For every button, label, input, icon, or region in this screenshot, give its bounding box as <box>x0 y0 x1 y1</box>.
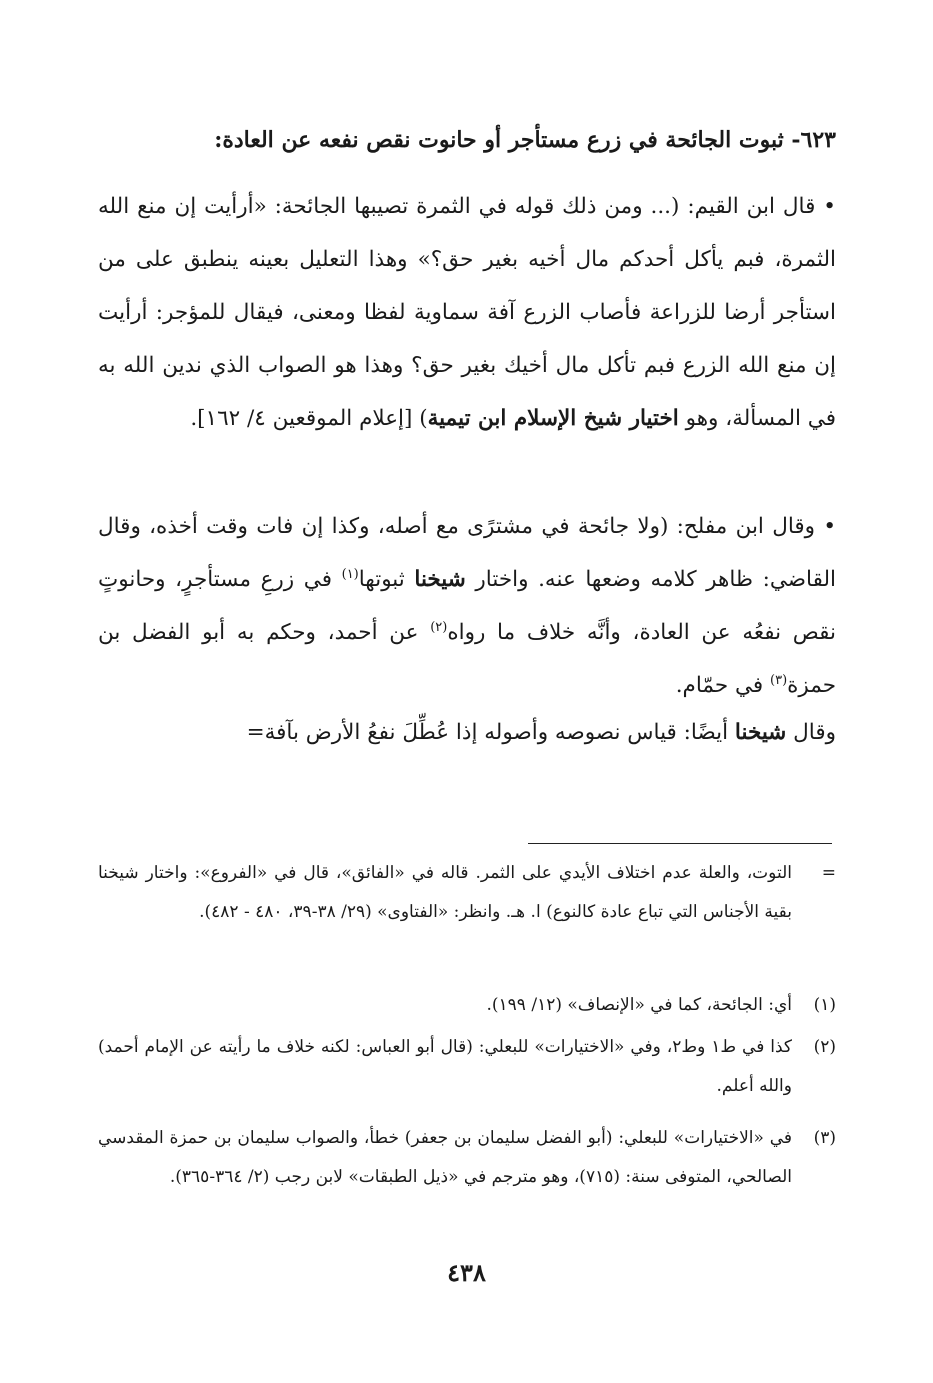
footnote-separator <box>528 843 832 844</box>
page-number: ٤٣٨ <box>447 1258 486 1287</box>
footnote-ref-1[interactable]: (١) <box>341 566 359 582</box>
paragraph-text: في زرعِ مستأجرٍ، وحانوتٍ نقص نفعُه عن العادة، وأنَّه خلاف ما رواه <box>98 567 837 645</box>
footnote-text: أي: الجائحة، كما في «الإنصاف» (١٢/ ١٩٩). <box>486 995 792 1015</box>
footnote-ref-2[interactable]: (٢) <box>430 619 448 635</box>
footnote-continuation <box>98 854 836 932</box>
paragraph-text: أيضًا: قياس نصوصه وأصوله إذا عُطِّلَ نفعُ الأرض بآفة= <box>246 720 735 745</box>
paragraph-text: وقال <box>786 720 836 745</box>
paragraph-ibn-muflih <box>98 500 836 712</box>
paragraph-shaykhuna <box>98 706 836 759</box>
footnote-text: في «الاختيارات» للبعلي: (أبو الفضل سليمان بن جعفر) خطأ، والصواب سليمان بن حمزة المقدسي الصالحي، المتوفى سنة: (٧١٥)، وهو مترجم في «ذيل الطبقات» لابن رجب (٢/ ٣٦٤-٣٦٥). <box>98 1128 792 1187</box>
footnote-text: كذا في ط١ وط٢، وفي «الاختيارات» للبعلي: (قال أبو العباس: لكنه خلاف ما رأيته عن الإمام أحمد) والله أعلم. <box>98 1037 793 1096</box>
footnote-number: (٢) <box>813 1037 836 1057</box>
section-heading: ٦٢٣- ثبوت الجائحة في زرع مستأجر أو حانوت نقص نفعه عن العادة: <box>214 127 836 153</box>
paragraph-text: عن أحمد، وحكم به أبو الفضل بن حمزة <box>98 620 836 698</box>
bold-term: شيخنا <box>734 720 787 745</box>
footnote-text: التوت، والعلة عدم اختلاف الأيدي على الثمر. قاله في «الفائق»، قال في «الفروع»: واختار شيخنا بقية الأجناس التي تباع عادة كالنوع) ا. هـ. وانظر: «الفتاوى» (٢٩/ ٣٨-٣٩، ٤٨٠ - ٤٨٢). <box>98 863 792 922</box>
paragraph-ibn-qayyim <box>98 180 836 445</box>
footnote-number: (١) <box>813 995 836 1015</box>
paragraph-text: • قال ابن القيم: (... ومن ذلك قوله في الثمرة تصيبها الجائحة: «أرأيت إن منع الله الثمرة، فبم يأكل أحدكم مال أخيه بغير حق؟» وهذا التعليل بعينه ينطبق على من استأجر أرضا للزراعة فأصاب الزرع آفة سماوية لفظا ومعنى، فيقال للمؤجر: أرأيت إن منع الله الزرع فبم تأكل مال أخيك بغير حق؟ وهذا هو الصواب الذي ندين الله به في المسألة، وهو <box>98 194 836 431</box>
bold-attribution: اختيار شيخ الإسلام ابن تيمية <box>427 406 679 431</box>
footnote-3 <box>98 1119 836 1197</box>
paragraph-text: في حمّام. <box>675 673 770 698</box>
footnote-1 <box>98 986 836 1025</box>
footnote-2 <box>98 1028 836 1106</box>
paragraph-text: • وقال ابن مفلح: (ولا جائحة في مشترًى مع أصله، وكذا إن فات وقت أخذه، وقال القاضي: ظاهر كلامه وضعها عنه. واختار <box>98 514 837 592</box>
footnote-number: (٣) <box>813 1128 836 1148</box>
citation-text: ) [إعلام الموقعين ٤/ ١٦٢]. <box>190 406 428 431</box>
bold-term: شيخنا <box>414 567 466 592</box>
footnote-ref-3[interactable]: (٣) <box>770 672 788 688</box>
continuation-marker: = <box>821 863 836 883</box>
paragraph-text: ثبوتها <box>358 567 415 592</box>
